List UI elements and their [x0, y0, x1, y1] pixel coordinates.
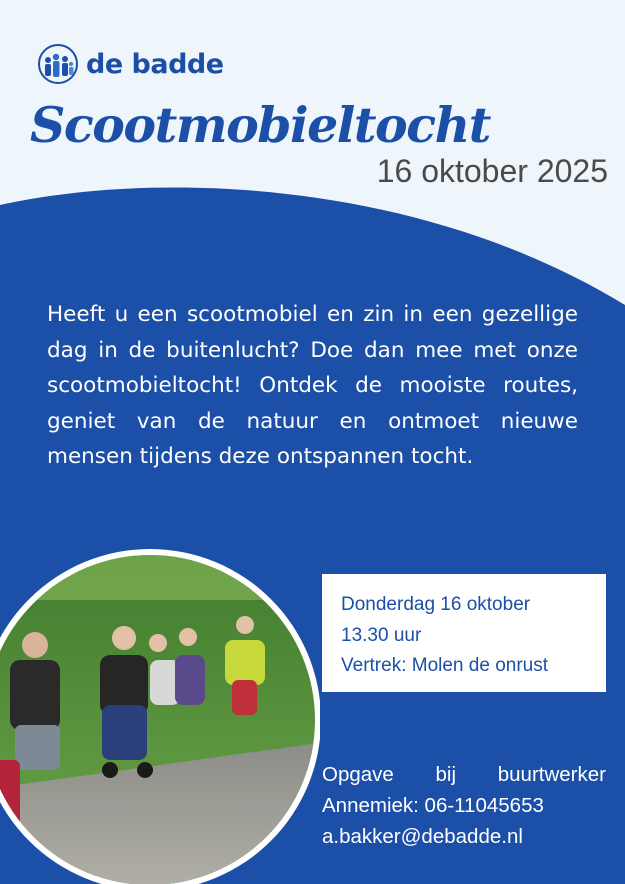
event-title: Scootmobieltocht	[30, 96, 490, 154]
people-logo-icon	[36, 44, 80, 84]
event-time: 13.30 uur	[341, 624, 422, 646]
event-departure: Vertrek: Molen de onrust	[341, 655, 548, 676]
scootmobiel-group-photo	[0, 540, 320, 884]
brand-name: de badde	[86, 48, 224, 80]
event-day: Donderdag 16 oktober	[341, 594, 531, 615]
signup-word: bij	[435, 763, 457, 786]
signup-word: Opgave	[322, 763, 394, 786]
signup-word: buurtwerker	[497, 763, 606, 786]
contact-person-phone: Annemiek: 06-11045653	[322, 794, 544, 817]
contact-email-link[interactable]: a.bakker@debadde.nl	[322, 825, 523, 848]
intro-paragraph: Heeft u een scootmobiel en zin in een gezellige dag in de buitenlucht? Doe dan mee met onze scootmobieltocht! Ontdek de mooiste routes, geniet van de natuur en ontmoet nieuwe mensen tijdens deze ontspannen tocht.	[47, 302, 578, 469]
contact-block	[322, 759, 606, 852]
signup-line	[322, 759, 606, 790]
event-details-box	[322, 574, 606, 692]
brand-logo	[36, 44, 224, 84]
event-date: 16 oktober 2025	[376, 153, 608, 189]
